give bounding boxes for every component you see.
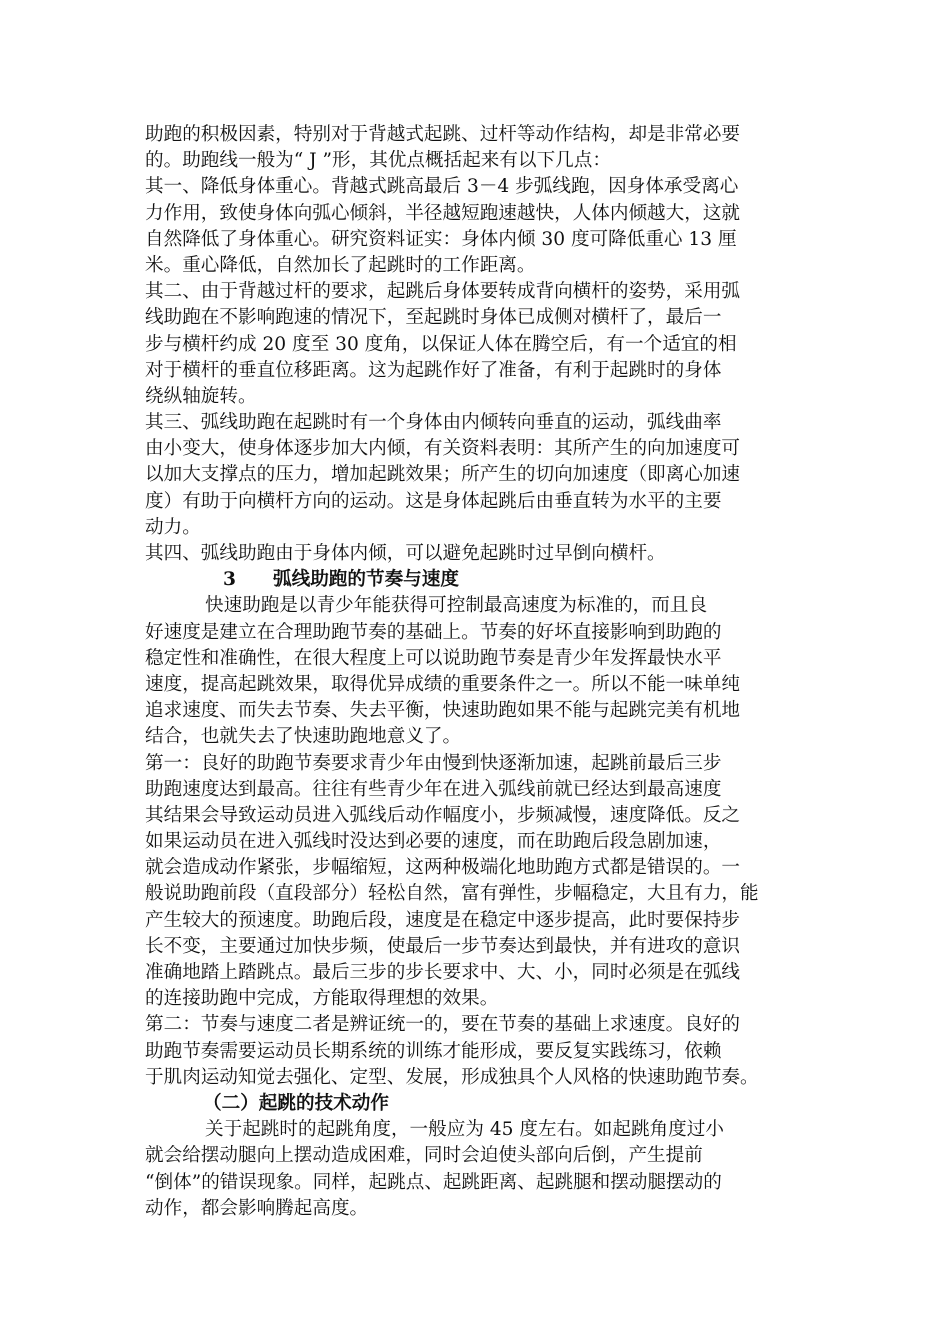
text-line: 准确地踏上踏跳点。最后三步的步长要求中、大、小，同时必须是在弧线 xyxy=(145,962,741,983)
text-line: 般说助跑前段（直段部分）轻松自然，富有弹性，步幅稳定，大且有力，能 xyxy=(145,883,759,905)
section-title: 弧线助跑的节奏与速度 xyxy=(273,569,459,591)
text-line: 就会给摆动腿向上摆动造成困难，同时会迫使头部向后倒，产生提前 xyxy=(145,1145,703,1167)
text-line: “倒体”的错误现象。同样，起跳点、起跳距离、起跳腿和摆动腿摆动的 xyxy=(145,1171,722,1193)
text-line: 追求速度、而失去节奏、失去平衡，快速助跑如果不能与起跳完美有机地 xyxy=(145,700,741,722)
text-line: 好速度是建立在合理助跑节奏的基础上。节奏的好坏直接影响到助跑的 xyxy=(145,621,722,643)
document-body xyxy=(145,122,825,1222)
text-line: 的连接助跑中完成，方能取得理想的效果。 xyxy=(145,988,499,1010)
text-line: 结合，也就失去了快速助跑地意义了。 xyxy=(145,726,462,748)
text-line: 如果运动员在进入弧线时没达到必要的速度，而在助跑后段急剧加速， xyxy=(145,831,722,853)
text-line: 以加大支撑点的压力，增加起跳效果；所产生的切向加速度（即离心加速 xyxy=(145,464,741,486)
text-line: 其三、弧线助跑在起跳时有一个身体由内倾转向垂直的运动，弧线曲率 xyxy=(145,412,722,434)
text-line: 长不变，主要通过加快步频，使最后一步节奏达到最快，并有进攻的意识 xyxy=(145,935,741,957)
paragraph-first-line: 关于起跳时的起跳角度，一般应为 45 度左右。如起跳角度过小 xyxy=(205,1119,724,1141)
text-line: 就会造成动作紧张，步幅缩短，这两种极端化地助跑方式都是错误的。一 xyxy=(145,857,741,879)
text-line: 动作，都会影响腾起高度。 xyxy=(145,1197,369,1219)
text-line: 第一：良好的助跑节奏要求青少年由慢到快逐渐加速，起跳前最后三步 xyxy=(145,752,722,774)
text-line: 产生较大的预速度。助跑后段，速度是在稳定中逐步提高，此时要保持步 xyxy=(145,909,741,931)
text-line: 助跑的积极因素，特别对于背越式起跳、过杆等动作结构，却是非常必要 xyxy=(145,124,741,145)
text-line: 米。重心降低，自然加长了起跳时的工作距离。 xyxy=(145,254,536,276)
text-line: 自然降低了身体重心。研究资料证实：身体内倾 30 度可降低重心 13 厘 xyxy=(145,228,737,250)
text-line: 速度，提高起跳效果，取得优异成绩的重要条件之一。所以不能一味单纯 xyxy=(145,673,741,695)
text-line: 线助跑在不影响跑速的情况下，至起跳时身体已成侧对横杆了，最后一 xyxy=(145,307,722,329)
text-line: 动力。 xyxy=(145,516,201,538)
text-line: 稳定性和准确性，在很大程度上可以说助跑节奏是青少年发挥最快水平 xyxy=(145,647,722,669)
text-line: 其一、降低身体重心。背越式跳高最后 3－4 步弧线跑，因身体承受离心 xyxy=(145,176,739,198)
subsection-heading: （二）起跳的技术动作 xyxy=(203,1092,389,1114)
text-line: 度）有助于向横杆方向的运动。这是身体起跳后由垂直转为水平的主要 xyxy=(145,490,722,512)
text-line: 对于横杆的垂直位移距离。这为起跳作好了准备，有利于起跳时的身体 xyxy=(145,359,722,381)
paragraph-first-line: 快速助跑是以青少年能获得可控制最高速度为标准的，而且良 xyxy=(205,595,708,617)
text-line: 其四、弧线助跑由于身体内倾，可以避免起跳时过早倒向横杆。 xyxy=(145,543,666,564)
section-heading xyxy=(145,567,825,593)
text-line: 助跑节奏需要运动员长期系统的训练才能形成，要反复实践练习，依赖 xyxy=(145,1040,722,1062)
text-line: 第二：节奏与速度二者是辨证统一的，要在节奏的基础上求速度。良好的 xyxy=(145,1014,741,1036)
text-line: 步与横杆约成 20 度至 30 度角，以保证人体在腾空后，有一个适宜的相 xyxy=(145,333,737,355)
section-number: 3 xyxy=(223,569,236,591)
text-line: 力作用，致使身体向弧心倾斜，半径越短跑速越快，人体内倾越大，这就 xyxy=(145,202,741,224)
text-line: 其二、由于背越过杆的要求，起跳后身体要转成背向横杆的姿势，采用弧 xyxy=(145,281,741,303)
text-line: 于肌肉运动知觉去强化、定型、发展，形成独具个人风格的快速助跑节奏。 xyxy=(145,1066,759,1088)
text-line: 的。助跑线一般为“ J ”形，其优点概括起来有以下几点： xyxy=(145,150,611,172)
text-line: 绕纵轴旋转。 xyxy=(145,385,257,407)
text-line: 助跑速度达到最高。往往有些青少年在进入弧线前就已经达到最高速度 xyxy=(145,778,722,800)
text-line: 由小变大，使身体逐步加大内倾，有关资料表明：其所产生的向加速度可 xyxy=(145,438,741,460)
text-line: 其结果会导致运动员进入弧线后动作幅度小，步频减慢，速度降低。反之 xyxy=(145,804,741,826)
